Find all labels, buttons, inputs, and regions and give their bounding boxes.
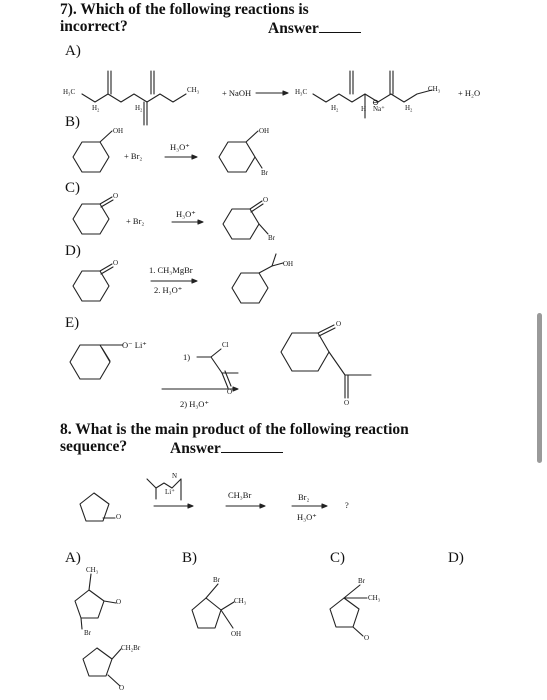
lda-reagent-structure — [147, 479, 181, 500]
7c-arrow-label: H₃O⁺ — [176, 209, 196, 219]
option-7c-label: C) — [65, 180, 80, 196]
7d-step2: 2. H₃O⁺ — [154, 285, 183, 295]
question-7-line1: 7). Which of the following reactions is — [60, 1, 309, 18]
answer-label: Answer — [170, 440, 221, 457]
8b-product-ring — [192, 598, 221, 628]
option-7e-label: E) — [65, 315, 80, 331]
7a-h2-b: H₂ — [135, 104, 143, 112]
7d-o: O — [113, 259, 119, 267]
7a-ch3-right: CH₃ — [187, 86, 200, 94]
7b-product-ring — [219, 142, 255, 172]
q8-step3-bottom: H₃O⁺ — [297, 512, 317, 522]
7b-product-oh: OH — [259, 127, 270, 135]
8a-o: O — [116, 598, 122, 606]
option-8a-label: A) — [65, 550, 81, 566]
7b-reagent: + Br₂ — [124, 151, 143, 161]
8a-br: Br — [84, 629, 91, 637]
7b-oh: OH — [113, 127, 124, 135]
8a2-ch2br: CH₂Br — [121, 644, 141, 652]
7a-p-ch3-right: CH₃ — [428, 85, 441, 93]
8a-ch3: CH₃ — [86, 566, 99, 574]
8a-second-ring — [83, 648, 112, 676]
7d-cyclohexanone-ring — [73, 271, 109, 301]
7a-p-ch3-left: H₃C — [295, 88, 308, 96]
7c-reagent: + Br₂ — [126, 216, 145, 226]
q8-step2: CH₃Br — [228, 490, 252, 500]
option-8d-label: D) — [448, 550, 464, 566]
7a-p-h2-b: H₂ — [405, 104, 413, 112]
7e-step2: 2) H₃O⁺ — [180, 399, 209, 409]
7b-arrow-label: H₃O⁺ — [170, 142, 190, 152]
8a-product-ring — [75, 590, 104, 618]
option-8c-label: C) — [330, 550, 345, 566]
8c-br: Br — [358, 577, 365, 585]
7a-ch3-left: H₃C — [63, 88, 76, 96]
7b-product-br: Br — [261, 169, 268, 177]
7c-product-o: O — [263, 196, 269, 204]
7e-cl: Cl — [222, 341, 229, 349]
7e-enolate-ring — [70, 345, 110, 379]
8c-product-ring — [330, 598, 359, 627]
7d-product-oh: OH — [283, 260, 294, 268]
7c-o: O — [113, 192, 119, 200]
question-8-answer — [170, 438, 283, 458]
7e-product-ring — [281, 333, 329, 371]
question-8-line2: sequence? — [60, 438, 128, 455]
7a-reactant-structure — [82, 71, 186, 125]
8b-ch3: CH₃ — [234, 597, 247, 605]
7e-reagent-structure — [197, 349, 238, 388]
7a-reagent: + NaOH — [222, 88, 252, 98]
7a-p-h: H — [361, 105, 367, 113]
7b-cyclohexane-ring — [73, 142, 109, 172]
option-7b-label: B) — [65, 114, 80, 130]
7c-product-ring — [223, 209, 259, 239]
8c-ch3: CH₃ — [368, 594, 381, 602]
option-7d-label: D) — [65, 243, 81, 259]
7d-step1: 1. CH₃MgBr — [149, 265, 193, 275]
7a-h2-a: H₂ — [92, 104, 100, 112]
7c-product-br: Br — [268, 234, 275, 242]
question-8-line1: 8. What is the main product of the following reaction — [60, 421, 409, 438]
7a-p-h2-a: H₂ — [331, 104, 339, 112]
7e-product-o1: O — [336, 320, 342, 328]
q8-cyclopentanone-ring — [80, 493, 109, 521]
answer-blank[interactable] — [221, 438, 283, 453]
question-7-line2: incorrect? — [60, 18, 128, 35]
vertical-scrollbar[interactable] — [537, 313, 542, 463]
7e-enolate: O⁻ Li⁺ — [122, 340, 147, 350]
q8-start-o: O — [116, 513, 122, 521]
7e-reagent-o: O — [227, 388, 233, 396]
7e-step1: 1) — [183, 352, 191, 362]
7d-product-ring — [232, 273, 268, 303]
q8-step3-top: Br₂ — [298, 492, 310, 502]
q8-lda-n: N — [172, 472, 178, 480]
option-8b-label: B) — [182, 550, 197, 566]
q8-lda-li: Li⁺ — [165, 488, 175, 496]
option-7a-label: A) — [65, 43, 81, 59]
7e-product-o2: O — [344, 399, 350, 407]
8c-o: O — [364, 634, 370, 642]
7c-cyclohexanone-ring — [73, 204, 109, 234]
8b-oh: OH — [231, 630, 242, 638]
8b-br: Br — [213, 576, 220, 584]
7a-p-na: Na⁺ — [373, 105, 385, 113]
7a-byproduct: + H₂O — [458, 88, 481, 98]
8a2-o: O — [119, 684, 125, 692]
7a-carbanion-charge: ⊖ — [372, 97, 380, 107]
answer-label: Answer — [268, 20, 319, 37]
q8-unknown-product: ? — [345, 500, 349, 510]
